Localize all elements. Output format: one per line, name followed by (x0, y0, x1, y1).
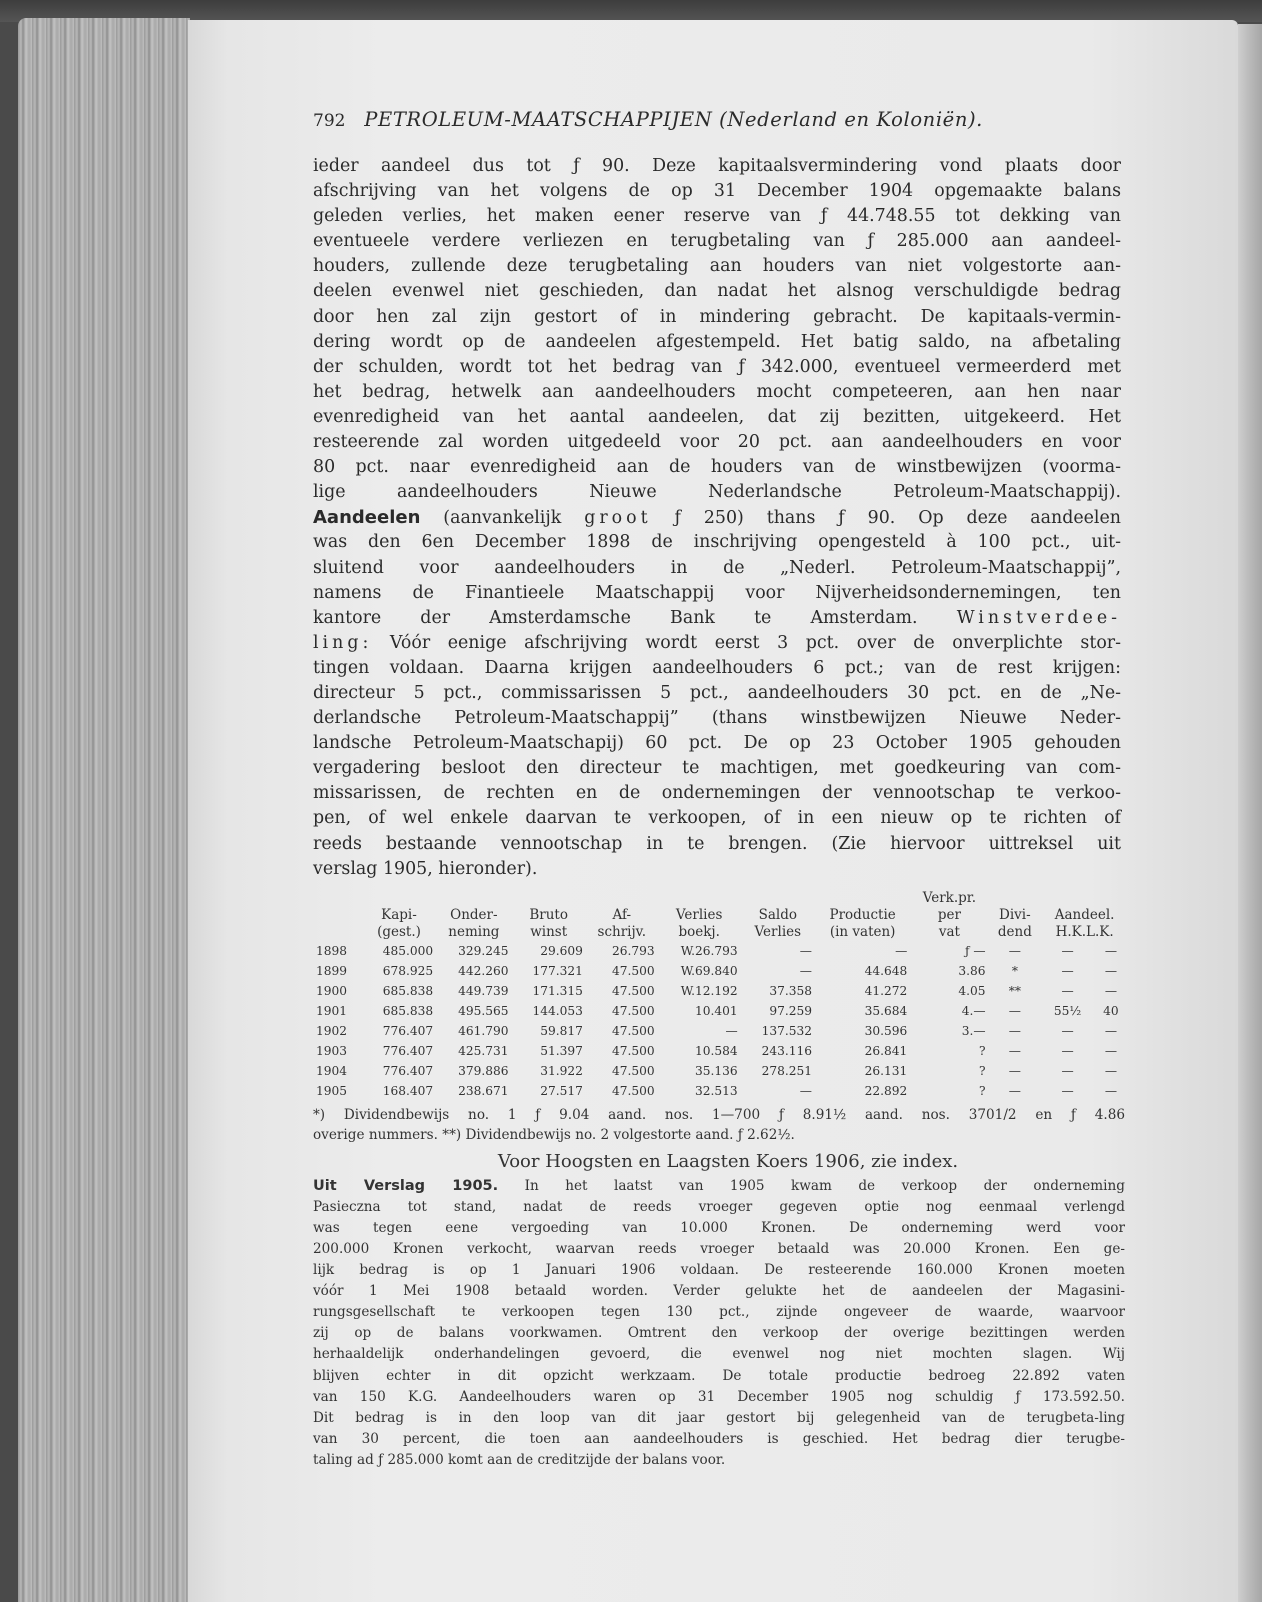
cell-aandeel-hoogst: — (1061, 983, 1074, 998)
text-line: herhaaldelijk onderhandelingen gevoerd, die evenwel nog niet mochten slagen. Wij (313, 1346, 1125, 1363)
cell-afschrijving: 47.500 (612, 963, 655, 978)
header-cell: neming (448, 923, 500, 940)
cell-dividend: — (1008, 1003, 1021, 1018)
header-cell: schrijv. (597, 923, 646, 940)
table-row (313, 981, 1128, 1001)
table-row (313, 1021, 1128, 1041)
financial-table (313, 890, 1128, 1101)
header-cell: H.K.L.K. (1055, 923, 1114, 940)
cell-afschrijving: 47.500 (612, 1083, 655, 1098)
cell-kapitaal: 168.407 (382, 1083, 434, 1098)
cell-prijs-per-vat: 4.05 (958, 983, 986, 998)
cell-bruto-winst: 51.397 (540, 1043, 583, 1058)
table-row (313, 941, 1128, 961)
cell-verlies-boekj: — (725, 1023, 738, 1038)
cell-saldo-verlies: — (799, 943, 812, 958)
cell-afschrijving: 26.793 (612, 943, 655, 958)
footnote-line: *) Dividendbewijs no. 1 ƒ 9.04 aand. nos. 1—700 ƒ 8.91½ aand. nos. 3701/2 en ƒ 4.86 (313, 1106, 1125, 1123)
cell-bruto-winst: 177.321 (532, 963, 583, 978)
cell-year: 1901 (316, 1003, 348, 1018)
cell-afschrijving: 47.500 (612, 1023, 655, 1038)
book-gutter-right (1238, 24, 1262, 1602)
text-fragment: (aanvankelijk (443, 508, 562, 529)
cell-year: 1905 (316, 1083, 348, 1098)
text-fragment: Vóór eenige afschrijving wordt eerst 3 pct. over de onverplichte stor- (389, 632, 1121, 653)
cell-verlies-boekj: W.26.793 (680, 943, 738, 958)
report-1905-paragraph (313, 1176, 1125, 1471)
cell-saldo-verlies: 137.532 (761, 1023, 812, 1038)
text-fragment: ƒ 250) thans ƒ 90. Op deze aandeelen (674, 508, 1121, 529)
cell-prijs-per-vat: 3.— (961, 1023, 986, 1038)
header-cell-verkprijs: Verk.pr. (922, 889, 977, 906)
cell-productie: 22.892 (864, 1083, 908, 1098)
cell-year: 1899 (316, 963, 348, 978)
header-cell (989, 890, 1042, 907)
table-row (313, 961, 1128, 981)
cell-kapitaal: 485.000 (382, 943, 434, 958)
text-line: lijk bedrag is op 1 Januari 1906 voldaan. De resteerende 160.000 Kronen moeten (313, 1262, 1125, 1279)
cell-verlies-boekj: W.69.840 (680, 963, 738, 978)
aandeelen-line (313, 505, 1121, 530)
text-line: taling ad ƒ 285.000 komt aan de creditzijde der balans voor. (313, 1451, 726, 1468)
header-cell: boekj. (678, 923, 720, 940)
text-line: der schulden, wordt tot het bedrag van ƒ 342.000, eventueel vermeerderd met (313, 356, 1121, 377)
text-line: vergadering besloot den directeur te machtigen, met goedkeuring van com- (313, 758, 1121, 779)
text-fragment: kantore der Amsterdamsche Bank te Amsterdam. (313, 607, 918, 628)
cell-kapitaal: 776.407 (382, 1043, 434, 1058)
cell-year: 1904 (316, 1063, 348, 1078)
text-line: vóór 1 Mei 1908 betaald worden. Verder gelukte het de aandeelen der Magasini- (313, 1283, 1125, 1300)
cell-onderneming: 379.886 (458, 1063, 509, 1078)
cell-dividend: — (1008, 1023, 1021, 1038)
text-line: ieder aandeel dus tot ƒ 90. Deze kapitaalsvermindering vond plaats door (313, 156, 1121, 176)
cell-onderneming: 442.260 (458, 963, 509, 978)
text-line: reeds bestaande vennootschap in te brengen. (Zie hiervoor uittreksel uit (313, 833, 1121, 854)
text-line: 80 pct. naar evenredigheid aan de houders van de winstbewijzen (voorma- (313, 457, 1121, 478)
cell-aandeel-hoogst: — (1061, 1063, 1074, 1078)
cell-dividend: — (1008, 1063, 1021, 1078)
cell-aandeel-hoogst: — (1061, 963, 1074, 978)
cell-onderneming: 329.245 (458, 943, 509, 958)
text-fragment-spaced: ling: (313, 632, 373, 653)
cell-afschrijving: 47.500 (612, 1003, 655, 1018)
header-cell (436, 890, 511, 907)
report-first-line (313, 1176, 1125, 1197)
cell-dividend: * (1011, 963, 1018, 978)
cell-bruto-winst: 27.517 (540, 1083, 583, 1098)
cell-productie: 30.596 (864, 1023, 908, 1038)
cell-prijs-per-vat: ƒ — (964, 943, 986, 958)
header-cell (362, 890, 436, 907)
table-row (313, 1001, 1128, 1021)
cell-aandeel-laagst: — (1104, 1043, 1118, 1058)
text-line: namens de Finantieele Maatschappij voor Nijverheidsondernemingen, ten (313, 582, 1121, 603)
cell-aandeel-hoogst: — (1061, 943, 1074, 958)
header-cell: winst (530, 923, 568, 940)
header-cell: (gest.) (377, 923, 421, 940)
cell-aandeel-laagst: — (1104, 1023, 1118, 1038)
cell-onderneming: 461.790 (458, 1023, 509, 1038)
cell-kapitaal: 776.407 (382, 1023, 434, 1038)
text-fragment: In het laatst van 1905 kwam de verkoop der onderneming (524, 1177, 1125, 1194)
cell-aandeel-laagst: — (1104, 943, 1118, 958)
cell-verlies-boekj: 10.584 (694, 1043, 738, 1058)
cell-onderneming: 425.731 (458, 1043, 509, 1058)
text-line: landsche Petroleum-Maatschapij) 60 pct. De op 23 October 1905 gehouden (313, 733, 1121, 754)
running-header (313, 100, 1143, 140)
text-line: lige aandeelhouders Nieuwe Nederlandsche Petroleum-Maatschappij). (313, 482, 1121, 503)
header-cell-kapitaal: Kapi- (381, 906, 417, 923)
koers-reference: Voor Hoogsten en Laagsten Koers 1906, zie index. (497, 1150, 959, 1172)
text-line: blijven echter in dit opzicht werkzaam. De totale productie bedroeg 22.892 vaten (313, 1367, 1125, 1384)
cell-dividend: — (1008, 1083, 1021, 1098)
cell-bruto-winst: 171.315 (532, 983, 583, 998)
winstverdeeling-line-2 (313, 631, 1121, 656)
header-cell: dend (997, 923, 1032, 940)
cell-saldo-verlies: 278.251 (761, 1063, 812, 1078)
cell-verlies-boekj: 10.401 (694, 1003, 738, 1018)
cell-productie: 26.131 (864, 1063, 908, 1078)
cell-kapitaal: 776.407 (382, 1063, 434, 1078)
cell-bruto-winst: 31.922 (540, 1063, 583, 1078)
cell-year: 1900 (316, 983, 348, 998)
cell-aandeel-hoogst: — (1061, 1043, 1074, 1058)
cell-dividend: ** (1008, 983, 1021, 998)
paragraph-kapitaalsvermindering (313, 154, 1121, 882)
cell-verlies-boekj: 35.136 (694, 1063, 738, 1078)
header-cell: (in vaten) (829, 923, 896, 940)
header-cell-saldo-verlies: Saldo (758, 906, 797, 923)
header-cell-productie: Productie (829, 906, 896, 923)
cell-saldo-verlies: 243.116 (761, 1043, 812, 1058)
cell-bruto-winst: 59.817 (540, 1023, 583, 1038)
text-line: pen, of wel enkele daarvan te verkoopen, of in een nieuw op te richten of (313, 808, 1121, 829)
text-line: het bedrag, hetwelk aan aandeelhouders mocht competeeren, aan hen naar (313, 381, 1121, 402)
cell-bruto-winst: 144.053 (532, 1003, 583, 1018)
header-cell-verlies-boekj: Verlies (675, 906, 723, 923)
cell-aandeel-laagst: — (1104, 963, 1118, 978)
footnote-line: overige nummers. **) Dividendbewijs no. 2 volgestorte aand. ƒ 2.62½. (313, 1126, 795, 1143)
cell-verlies-boekj: 32.513 (694, 1083, 738, 1098)
cell-bruto-winst: 29.609 (540, 943, 583, 958)
book-page-edges (18, 18, 190, 1602)
text-line: resteerende zal worden uitgedeeld voor 20 pct. aan aandeelhouders en voor (313, 432, 1121, 453)
header-cell-per-vat: per (937, 906, 961, 923)
header-cell (658, 890, 741, 907)
table-header-row-3 (313, 924, 1128, 941)
text-line: missarissen, de rechten en de ondernemingen der vennootschap te verkoo- (313, 783, 1121, 804)
cell-productie: 44.648 (864, 963, 908, 978)
text-line: Dit bedrag is in den loop van dit jaar gestort bij gelegenheid van de terugbeta-ling (313, 1409, 1125, 1426)
section-heading-aandeelen: Aandeelen (313, 507, 421, 529)
cell-dividend: — (1008, 943, 1021, 958)
text-line: zij op de balans voorkwamen. Omtrent den verkoop der overige bezittingen werden (313, 1325, 1125, 1342)
header-cell (313, 907, 362, 924)
table-row (313, 1081, 1128, 1101)
text-fragment-spaced: Winstverdee- (956, 607, 1121, 628)
text-line: houders, zullende deze terugbetaling aan houders van niet volgestorte aan- (313, 256, 1121, 277)
text-fragment-spaced: groot (584, 508, 652, 529)
text-line: tingen voldaan. Daarna krijgen aandeelhouders 6 pct.; van de rest krijgen: (313, 657, 1121, 678)
header-cell: vat (938, 923, 960, 940)
cell-year: 1898 (316, 943, 348, 958)
cell-aandeel-laagst: — (1104, 1083, 1118, 1098)
cell-aandeel-hoogst: — (1061, 1083, 1074, 1098)
cell-kapitaal: 685.838 (382, 1003, 434, 1018)
text-line: verslag 1905, hieronder). (313, 858, 538, 879)
cell-kapitaal: 678.925 (382, 963, 434, 978)
table-row (313, 1041, 1128, 1061)
header-cell (586, 890, 658, 907)
cell-onderneming: 449.739 (458, 983, 509, 998)
header-cell: Verlies (754, 923, 802, 940)
page-content (313, 100, 1143, 1471)
header-cell-afschrijving: Af- (612, 906, 632, 923)
text-line: Pasieczna tot stand, nadat de reeds vroeger gegeven optie nog eenmaal verlengd (313, 1198, 1125, 1215)
header-cell-bruto-winst: Bruto (529, 906, 568, 923)
text-line: deelen evenwel niet geschieden, dan nadat het alsnog verschuldigde bedrag (313, 281, 1121, 302)
cell-prijs-per-vat: 4.— (961, 1003, 986, 1018)
header-cell-onderneming: Onder- (450, 906, 498, 923)
text-line: dering wordt op de aandeelen afgestempeld. Het batig saldo, na afbetaling (313, 331, 1121, 352)
cell-aandeel-hoogst: 55½ (1053, 1003, 1082, 1018)
text-line: van 30 percent, die toen aan aandeelhouders is geschied. Het bedrag dier terugbe- (313, 1430, 1125, 1447)
header-cell-dividend: Divi- (999, 906, 1031, 923)
cell-prijs-per-vat: ? (978, 1043, 986, 1058)
text-line: sluitend voor aandeelhouders in de „Nederl. Petroleum-Maatschappij”, (313, 557, 1121, 578)
table-row (313, 1061, 1128, 1081)
text-line: van 150 K.G. Aandeelhouders waren op 31 December 1905 nog schuldig ƒ 173.592.50. (313, 1388, 1125, 1405)
header-cell (1041, 890, 1128, 907)
cell-productie: 26.841 (864, 1043, 908, 1058)
header-cell (512, 890, 586, 907)
header-cell (313, 924, 362, 941)
cell-year: 1902 (316, 1023, 348, 1038)
cell-saldo-verlies: — (799, 1083, 812, 1098)
cell-aandeel-laagst: 40 (1103, 1003, 1119, 1018)
cell-onderneming: 495.565 (458, 1003, 509, 1018)
cell-afschrijving: 47.500 (612, 983, 655, 998)
text-line: afschrijving van het volgens de op 31 December 1904 opgemaakte balans (313, 181, 1121, 202)
cell-verlies-boekj: W.12.192 (680, 983, 738, 998)
running-head-title: PETROLEUM-MAATSCHAPPIJEN (Nederland en Koloniën). (364, 108, 983, 131)
cell-aandeel-laagst: — (1104, 983, 1118, 998)
header-cell (741, 890, 815, 907)
header-cell (313, 890, 362, 907)
cell-saldo-verlies: — (799, 963, 812, 978)
cell-afschrijving: 47.500 (612, 1043, 655, 1058)
text-line: rungsgesellschaft te verkoopen tegen 130 pct., zijnde ongeveer de waarde, waarvoor (313, 1304, 1125, 1321)
cell-saldo-verlies: 37.358 (769, 983, 812, 998)
cell-prijs-per-vat: 3.86 (958, 963, 986, 978)
text-line: geleden verlies, het maken eener reserve van ƒ 44.748.55 tot dekking van (313, 206, 1121, 227)
table-footnotes (313, 1105, 1125, 1145)
cell-prijs-per-vat: ? (978, 1063, 986, 1078)
cell-afschrijving: 47.500 (612, 1063, 655, 1078)
cell-year: 1903 (316, 1043, 348, 1058)
cell-productie: — (895, 943, 908, 958)
cell-aandeel-hoogst: — (1061, 1023, 1074, 1038)
text-line: door hen zal zijn gestort of in mindering gebracht. De kapitaals-vermin- (313, 306, 1121, 327)
table-header-row-2 (313, 907, 1128, 924)
cell-onderneming: 238.671 (458, 1083, 509, 1098)
text-line: was tegen eene vergoeding van 10.000 Kronen. De onderneming werd voor (313, 1219, 1125, 1236)
header-cell (815, 890, 910, 907)
text-line: evenredigheid van het aantal aandeelen, dat zij bezitten, uitgekeerd. Het (313, 406, 1121, 427)
cell-saldo-verlies: 97.259 (769, 1003, 812, 1018)
cell-aandeel-laagst: — (1104, 1063, 1118, 1078)
text-line: derlandsche Petroleum-Maatschappij” (thans winstbewijzen Nieuwe Neder- (313, 708, 1121, 729)
cell-dividend: — (1008, 1043, 1021, 1058)
text-line: was den 6en December 1898 de inschrijving opengesteld à 100 pct., uit- (313, 532, 1121, 553)
table-header-row-1 (313, 890, 1128, 907)
text-line: 200.000 Kronen verkocht, waarvan reeds vroeger betaald was 20.000 Kronen. Een ge- (313, 1241, 1125, 1257)
winstverdeeling-line (313, 606, 1121, 631)
page-number: 792 (313, 111, 346, 131)
cell-productie: 41.272 (864, 983, 908, 998)
text-line: eventueele verdere verliezen en terugbetaling van ƒ 285.000 aan aandeel- (313, 231, 1121, 252)
header-cell-aandeel: Aandeel. (1054, 906, 1115, 923)
cell-productie: 35.684 (864, 1003, 908, 1018)
section-heading-verslag: Uit Verslag 1905. (313, 1177, 499, 1194)
text-line: directeur 5 pct., commissarissen 5 pct., aandeelhouders 30 pct. en de „Ne- (313, 682, 1121, 703)
cell-prijs-per-vat: ? (978, 1083, 986, 1098)
cell-kapitaal: 685.838 (382, 983, 434, 998)
